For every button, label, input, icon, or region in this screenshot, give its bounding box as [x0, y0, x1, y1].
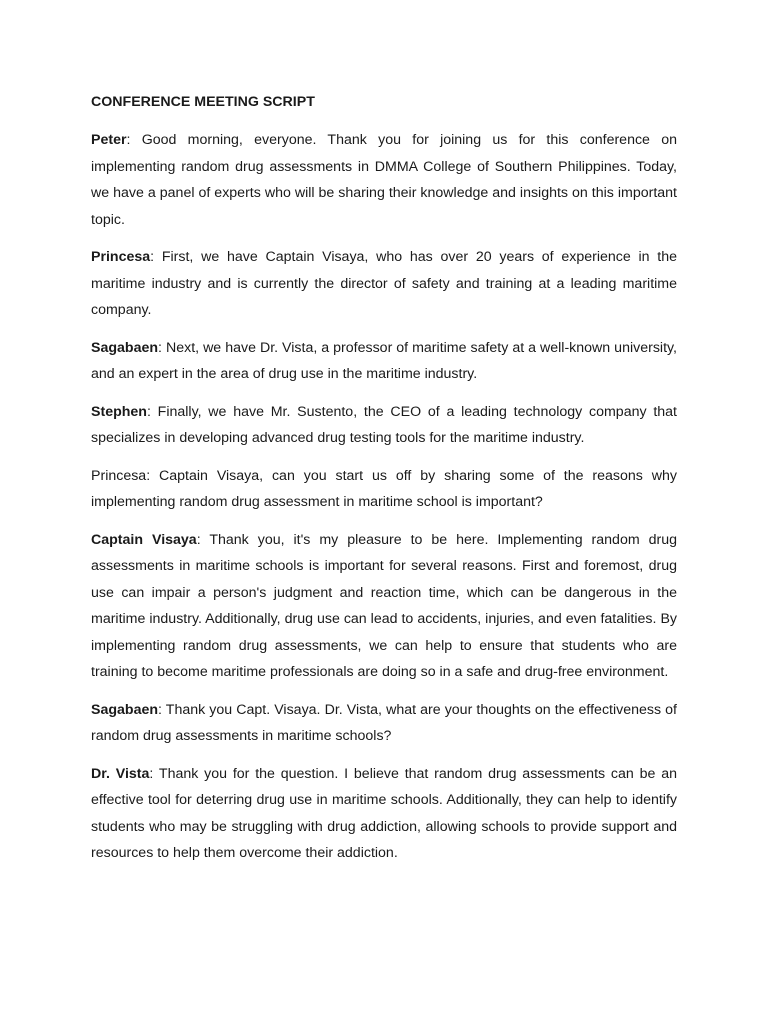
paragraph-text: : Next, we have Dr. Vista, a professor of maritime safety at a well-known university, and an expert in the area of drug use in the maritime industry.	[91, 339, 677, 382]
speaker-name: Stephen	[91, 403, 147, 420]
speaker-name: Sagabaen	[91, 339, 159, 356]
document-title: CONFERENCE MEETING SCRIPT	[91, 94, 315, 110]
paragraph-captain-visaya	[91, 527, 677, 686]
paragraph-stephen	[91, 399, 677, 452]
paragraph-text: : Thank you for the question. I believe that random drug assessments can be an effective tool for deterring drug use in maritime schools. Additionally, they can help to identify students who may be struggling with drug addiction, allowing schools to provide support and resources to help them overcome their addiction.	[91, 765, 677, 861]
paragraph-text: : Good morning, everyone. Thank you for joining us for this conference on implementing random drug assessments in DMMA College of Southern Philippines. Today, we have a panel of experts who will be sharing their knowledge and insights on this important topic.	[91, 132, 677, 228]
speaker-name: Princesa	[91, 467, 147, 484]
speaker-name: Peter	[91, 132, 127, 148]
paragraph-sagabaen	[91, 335, 677, 388]
paragraph-text: : Captain Visaya, can you start us off by sharing some of the reasons why implementing random drug assessment in maritime school is important?	[91, 467, 677, 510]
paragraph-text: : First, we have Captain Visaya, who has over 20 years of experience in the maritime industry and is currently the director of safety and training at a leading maritime company.	[91, 249, 677, 318]
speaker-name: Princesa	[91, 249, 151, 265]
speaker-name: Sagabaen	[91, 701, 159, 718]
paragraph-princesa	[91, 244, 677, 324]
paragraph-text: : Thank you, it's my pleasure to be here. Implementing random drug assessments in maritime schools is important for several reasons. First and foremost, drug use can impair a person's judgment and reaction time, which can be dangerous in the maritime industry. Additionally, drug use can lead to accidents, injuries, and even fatalities. By implementing random drug assessments, we can help to ensure that students who are training to become maritime professionals are doing so in a safe and drug-free environment.	[91, 531, 678, 680]
speaker-name: Captain Visaya	[91, 531, 197, 548]
paragraph-text: : Finally, we have Mr. Sustento, the CEO of a leading technology company that specializes in developing advanced drug testing tools for the maritime industry.	[91, 403, 677, 446]
speaker-name: Dr. Vista	[91, 765, 150, 782]
paragraph-sagabaen-question	[91, 697, 677, 750]
paragraph-text: : Thank you Capt. Visaya. Dr. Vista, what are your thoughts on the effectiveness of random drug assessments in maritime schools?	[91, 701, 677, 744]
paragraph-dr-vista	[91, 761, 677, 867]
paragraph-peter	[91, 127, 677, 233]
document-body	[91, 92, 677, 878]
paragraph-princesa-question	[91, 463, 677, 516]
